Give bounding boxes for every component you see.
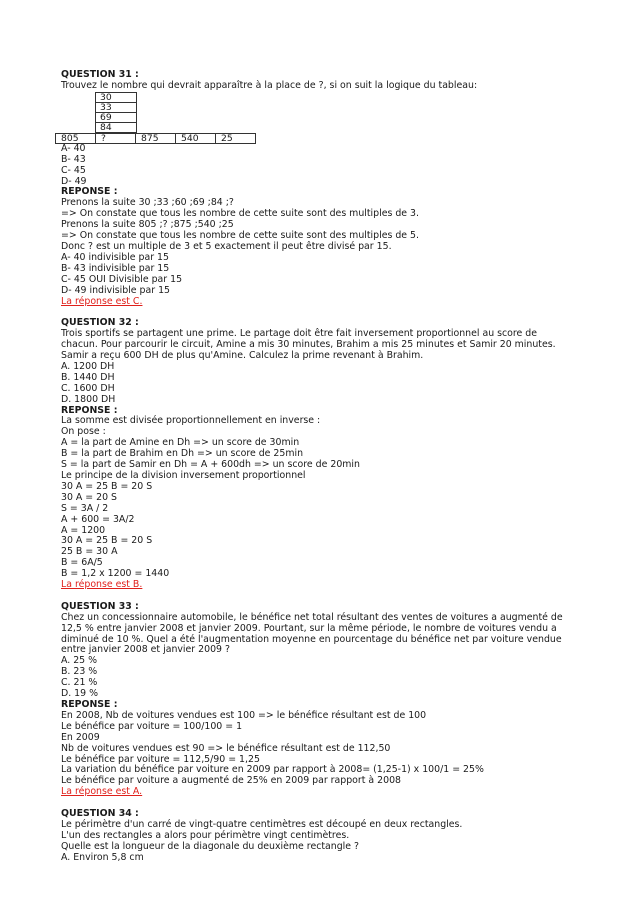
question-34-title: QUESTION 34 : (61, 808, 139, 820)
answer-line: Le bénéfice par voiture = 100/100 = 1 (61, 720, 243, 732)
row-cell: ? (96, 133, 136, 143)
option: B- 43 (61, 153, 86, 165)
answer-line: 30 A = 20 S (61, 491, 117, 503)
option: A. 1200 DH (61, 360, 115, 372)
answer-line: Prenons la suite 805 ;? ;875 ;540 ;25 (61, 219, 234, 231)
answer-line: S = 3A / 2 (61, 502, 109, 514)
question-32-prompt: Trois sportifs se partagent une prime. Le partage doit être fait inversement proportionnel au score de chacun. Pour parcourir le circuit, Amine a mis 30 minutes, Brahim a mis 25 minutes et Samir 20 minutes. Samir a reçu 600 DH de plus qu'Amine. Calculez la prime revenant à Brahim. (61, 328, 556, 362)
option: B. 23 % (61, 666, 98, 678)
answer-line: A + 600 = 3A/2 (61, 513, 135, 525)
question-31-prompt: Trouvez le nombre qui devrait apparaître à la place de ?, si on suit la logique du tableau: (61, 79, 478, 91)
answer-line: Donc ? est un multiple de 3 et 5 exactement il peut être divisé par 15. (61, 240, 392, 252)
row-cell: 875 (136, 133, 176, 143)
answer-line: D- 49 indivisible par 15 (61, 284, 170, 296)
answer-conclusion: La réponse est B. (61, 579, 143, 591)
answer-line: => On constate que tous les nombre de cette suite sont des multiples de 5. (61, 230, 419, 242)
answer-conclusion: La réponse est C. (61, 295, 143, 307)
option: C. 1600 DH (61, 382, 115, 394)
answer-line: => On constate que tous les nombre de cette suite sont des multiples de 3. (61, 208, 419, 220)
answer-line: 30 A = 25 B = 20 S (61, 535, 153, 547)
column-cell: 30 (96, 92, 137, 102)
answer-line: Nb de voitures vendues est 90 => le bénéfice résultant est de 112,50 (61, 742, 391, 754)
sequence-column-table (95, 92, 137, 133)
option: C- 45 (61, 164, 86, 176)
answer-line: 25 B = 30 A (61, 546, 118, 558)
option: D. 1800 DH (61, 393, 116, 405)
answer-heading: REPONSE : (61, 404, 118, 416)
answer-line: B = 1,2 x 1200 = 1440 (61, 568, 170, 580)
answer-line: Le principe de la division inversement proportionnel (61, 469, 306, 481)
question-33-title: QUESTION 33 : (61, 600, 139, 612)
answer-line: A = 1200 (61, 524, 106, 536)
row-cell: 25 (216, 133, 256, 143)
answer-line: Le bénéfice par voiture = 112,5/90 = 1,25 (61, 753, 260, 765)
row-cell: 540 (176, 133, 216, 143)
answer-line: B = la part de Brahim en Dh => un score de 25min (61, 448, 304, 460)
question-33-prompt: Chez un concessionnaire automobile, le bénéfice net total résultant des ventes de voitures a augmenté de 12,5 % entre janvier 2008 et janvier 2009. Pourtant, sur la même période, le nombre de voitures vendu a diminué de 10 %. Quel a été l'augmentation moyenne en pourcentage du bénéfice net par voiture vendue entre janvier 2008 et janvier 2009 ? (61, 611, 563, 656)
answer-line: 30 A = 25 B = 20 S (61, 480, 153, 492)
option: D. 19 % (61, 688, 98, 700)
answer-line: En 2009 (61, 731, 100, 743)
answer-line: A- 40 indivisible par 15 (61, 251, 169, 263)
answer-line: On pose : (61, 426, 106, 438)
option: A. 25 % (61, 655, 98, 667)
answer-line: S = la part de Samir en Dh = A + 600dh => un score de 20min (61, 459, 360, 471)
column-cell: 33 (96, 102, 137, 112)
answer-line: La variation du bénéfice par voiture en 2009 par rapport à 2008= (1,25-1) x 100/1 = 25% (61, 764, 484, 776)
answer-heading: REPONSE : (61, 186, 118, 198)
answer-line: A = la part de Amine en Dh => un score de 30min (61, 437, 300, 449)
answer-heading: REPONSE : (61, 699, 118, 710)
answer-line: La somme est divisée proportionnellement en inverse : (61, 415, 321, 427)
option: C. 21 % (61, 677, 98, 689)
answer-line: Le bénéfice par voiture a augmenté de 25% en 2009 par rapport à 2008 (61, 775, 402, 787)
question-32-title: QUESTION 32 : (61, 317, 139, 329)
question-line: L'un des rectangles a alors pour périmètre vingt centimètres. (61, 829, 350, 841)
option: A. Environ 5,8 cm (61, 851, 144, 863)
option: A- 40 (61, 142, 86, 154)
document-page (61, 70, 576, 864)
answer-line: B- 43 indivisible par 15 (61, 262, 170, 274)
answer-line: C- 45 OUI Divisible par 15 (61, 273, 183, 285)
option: D- 49 (61, 175, 87, 187)
question-31-title: QUESTION 31 : (61, 69, 139, 80)
row-cell: 805 (56, 133, 96, 143)
column-cell: 84 (96, 122, 137, 132)
question-line: Le périmètre d'un carré de vingt-quatre centimètres est découpé en deux rectangles. (61, 818, 463, 830)
answer-conclusion: La réponse est A. (61, 786, 143, 798)
option: B. 1440 DH (61, 371, 115, 383)
answer-line: En 2008, Nb de voitures vendues est 100 => le bénéfice résultant est de 100 (61, 709, 427, 721)
question-line: Quelle est la longueur de la diagonale du deuxième rectangle ? (61, 840, 360, 852)
column-cell: 69 (96, 112, 137, 122)
answer-line: Prenons la suite 30 ;33 ;60 ;69 ;84 ;? (61, 197, 234, 209)
answer-line: B = 6A/5 (61, 557, 103, 569)
